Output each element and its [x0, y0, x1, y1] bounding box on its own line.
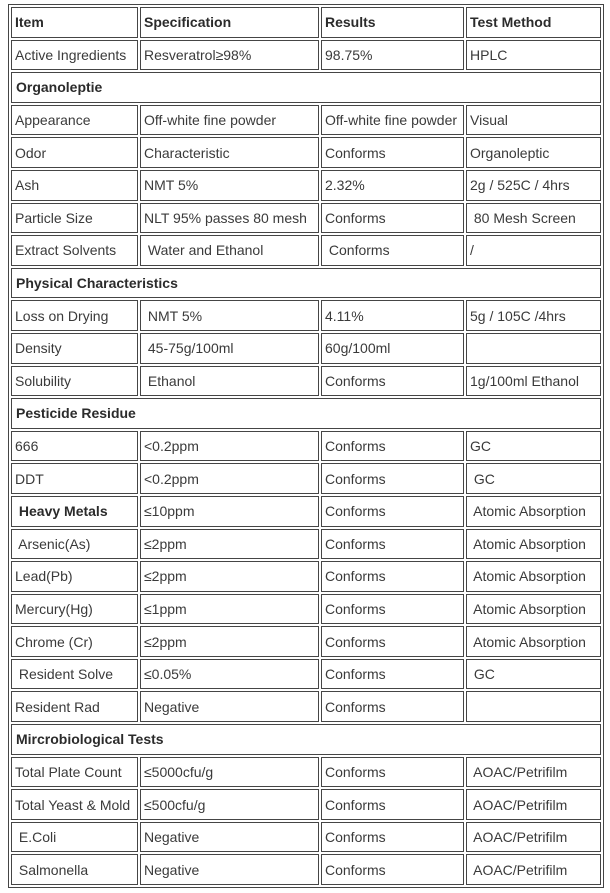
- section-row: [11, 72, 601, 103]
- table-row: [11, 854, 601, 885]
- item-cell: Density: [11, 333, 138, 364]
- results-cell: Conforms: [321, 203, 464, 234]
- specification-cell: ≤1ppm: [140, 594, 319, 625]
- table-row: [11, 170, 601, 201]
- item-cell: Particle Size: [11, 203, 138, 234]
- col-header-item: Item: [11, 7, 138, 38]
- item-cell: Loss on Drying: [11, 300, 138, 331]
- specification-cell: NMT 5%: [140, 170, 319, 201]
- test-method-cell: 2g / 525C / 4hrs: [466, 170, 601, 201]
- test-method-cell: [466, 333, 601, 364]
- item-cell: Active Ingredients: [11, 40, 138, 71]
- results-cell: Conforms: [321, 594, 464, 625]
- test-method-cell: Visual: [466, 105, 601, 136]
- specification-cell: <0.2ppm: [140, 431, 319, 462]
- test-method-cell: GC: [466, 431, 601, 462]
- item-cell: Mercury(Hg): [11, 594, 138, 625]
- test-method-cell: AOAC/Petrifilm: [466, 757, 601, 788]
- specification-cell: Characteristic: [140, 137, 319, 168]
- specification-cell: Off-white fine powder: [140, 105, 319, 136]
- specification-cell: ≤500cfu/g: [140, 789, 319, 820]
- test-method-cell: 80 Mesh Screen: [466, 203, 601, 234]
- results-cell: Conforms: [321, 463, 464, 494]
- specification-cell: NLT 95% passes 80 mesh: [140, 203, 319, 234]
- item-cell: Salmonella: [11, 854, 138, 885]
- test-method-cell: GC: [466, 463, 601, 494]
- specification-cell: ≤2ppm: [140, 626, 319, 657]
- item-cell: Extract Solvents: [11, 235, 138, 266]
- specification-cell: ≤10ppm: [140, 496, 319, 527]
- item-cell: Solubility: [11, 366, 138, 397]
- test-method-cell: Organoleptic: [466, 137, 601, 168]
- item-cell: E.Coli: [11, 822, 138, 853]
- table-row: [11, 789, 601, 820]
- results-cell: Conforms: [321, 822, 464, 853]
- specification-cell: Negative: [140, 691, 319, 722]
- results-cell: Conforms: [321, 431, 464, 462]
- results-cell: Conforms: [321, 757, 464, 788]
- results-cell: 60g/100ml: [321, 333, 464, 364]
- item-cell: Appearance: [11, 105, 138, 136]
- col-header-specification: Specification: [140, 7, 319, 38]
- results-cell: 98.75%: [321, 40, 464, 71]
- section-label: Physical Characteristics: [11, 268, 601, 299]
- test-method-cell: 1g/100ml Ethanol: [466, 366, 601, 397]
- table-header-row: [11, 7, 601, 38]
- item-cell: Resident Solve: [11, 659, 138, 690]
- section-label: Pesticide Residue: [11, 398, 601, 429]
- results-cell: Off-white fine powder: [321, 105, 464, 136]
- spec-table-body: [11, 40, 601, 885]
- specification-cell: ≤2ppm: [140, 529, 319, 560]
- test-method-cell: Atomic Absorption: [466, 626, 601, 657]
- table-row: [11, 561, 601, 592]
- results-cell: Conforms: [321, 854, 464, 885]
- test-method-cell: Atomic Absorption: [466, 496, 601, 527]
- table-row: [11, 333, 601, 364]
- test-method-cell: AOAC/Petrifilm: [466, 789, 601, 820]
- table-row: [11, 529, 601, 560]
- results-cell: Conforms: [321, 691, 464, 722]
- specification-cell: 45-75g/100ml: [140, 333, 319, 364]
- table-row: [11, 300, 601, 331]
- item-cell: Arsenic(As): [11, 529, 138, 560]
- table-row: [11, 40, 601, 71]
- table-row: [11, 691, 601, 722]
- section-label: Mircrobiological Tests: [11, 724, 601, 755]
- results-cell: 2.32%: [321, 170, 464, 201]
- results-cell: Conforms: [321, 626, 464, 657]
- table-row: [11, 822, 601, 853]
- test-method-cell: AOAC/Petrifilm: [466, 822, 601, 853]
- item-cell: Chrome (Cr): [11, 626, 138, 657]
- col-header-test-method: Test Method: [466, 7, 601, 38]
- specification-cell: Negative: [140, 822, 319, 853]
- section-row: [11, 398, 601, 429]
- section-row: [11, 724, 601, 755]
- specification-table: [8, 4, 604, 888]
- specification-cell: Ethanol: [140, 366, 319, 397]
- specification-cell: Resveratrol≥98%: [140, 40, 319, 71]
- section-label: Organoleptie: [11, 72, 601, 103]
- table-row: [11, 137, 601, 168]
- specification-cell: Negative: [140, 854, 319, 885]
- results-cell: Conforms: [321, 561, 464, 592]
- item-cell: Lead(Pb): [11, 561, 138, 592]
- table-row: [11, 757, 601, 788]
- specification-cell: Water and Ethanol: [140, 235, 319, 266]
- test-method-cell: GC: [466, 659, 601, 690]
- specification-cell: NMT 5%: [140, 300, 319, 331]
- test-method-cell: Atomic Absorption: [466, 561, 601, 592]
- item-cell: Resident Rad: [11, 691, 138, 722]
- table-row: [11, 626, 601, 657]
- table-row: [11, 431, 601, 462]
- test-method-cell: Atomic Absorption: [466, 529, 601, 560]
- results-cell: Conforms: [321, 366, 464, 397]
- item-cell: DDT: [11, 463, 138, 494]
- table-row: [11, 496, 601, 527]
- specification-cell: ≤5000cfu/g: [140, 757, 319, 788]
- item-cell: Ash: [11, 170, 138, 201]
- results-cell: Conforms: [321, 496, 464, 527]
- results-cell: 4.11%: [321, 300, 464, 331]
- table-row: [11, 203, 601, 234]
- table-row: [11, 366, 601, 397]
- test-method-cell: [466, 691, 601, 722]
- table-row: [11, 594, 601, 625]
- specification-cell: ≤0.05%: [140, 659, 319, 690]
- table-row: [11, 659, 601, 690]
- results-cell: Conforms: [321, 789, 464, 820]
- test-method-cell: 5g / 105C /4hrs: [466, 300, 601, 331]
- item-cell: Odor: [11, 137, 138, 168]
- item-cell: Total Plate Count: [11, 757, 138, 788]
- test-method-cell: HPLC: [466, 40, 601, 71]
- table-row: [11, 105, 601, 136]
- results-cell: Conforms: [321, 235, 464, 266]
- results-cell: Conforms: [321, 659, 464, 690]
- results-cell: Conforms: [321, 529, 464, 560]
- test-method-cell: /: [466, 235, 601, 266]
- col-header-results: Results: [321, 7, 464, 38]
- item-cell: Heavy Metals: [11, 496, 138, 527]
- specification-cell: ≤2ppm: [140, 561, 319, 592]
- section-row: [11, 268, 601, 299]
- item-cell: Total Yeast & Mold: [11, 789, 138, 820]
- test-method-cell: Atomic Absorption: [466, 594, 601, 625]
- specification-cell: <0.2ppm: [140, 463, 319, 494]
- results-cell: Conforms: [321, 137, 464, 168]
- item-cell: 666: [11, 431, 138, 462]
- test-method-cell: AOAC/Petrifilm: [466, 854, 601, 885]
- table-row: [11, 463, 601, 494]
- table-row: [11, 235, 601, 266]
